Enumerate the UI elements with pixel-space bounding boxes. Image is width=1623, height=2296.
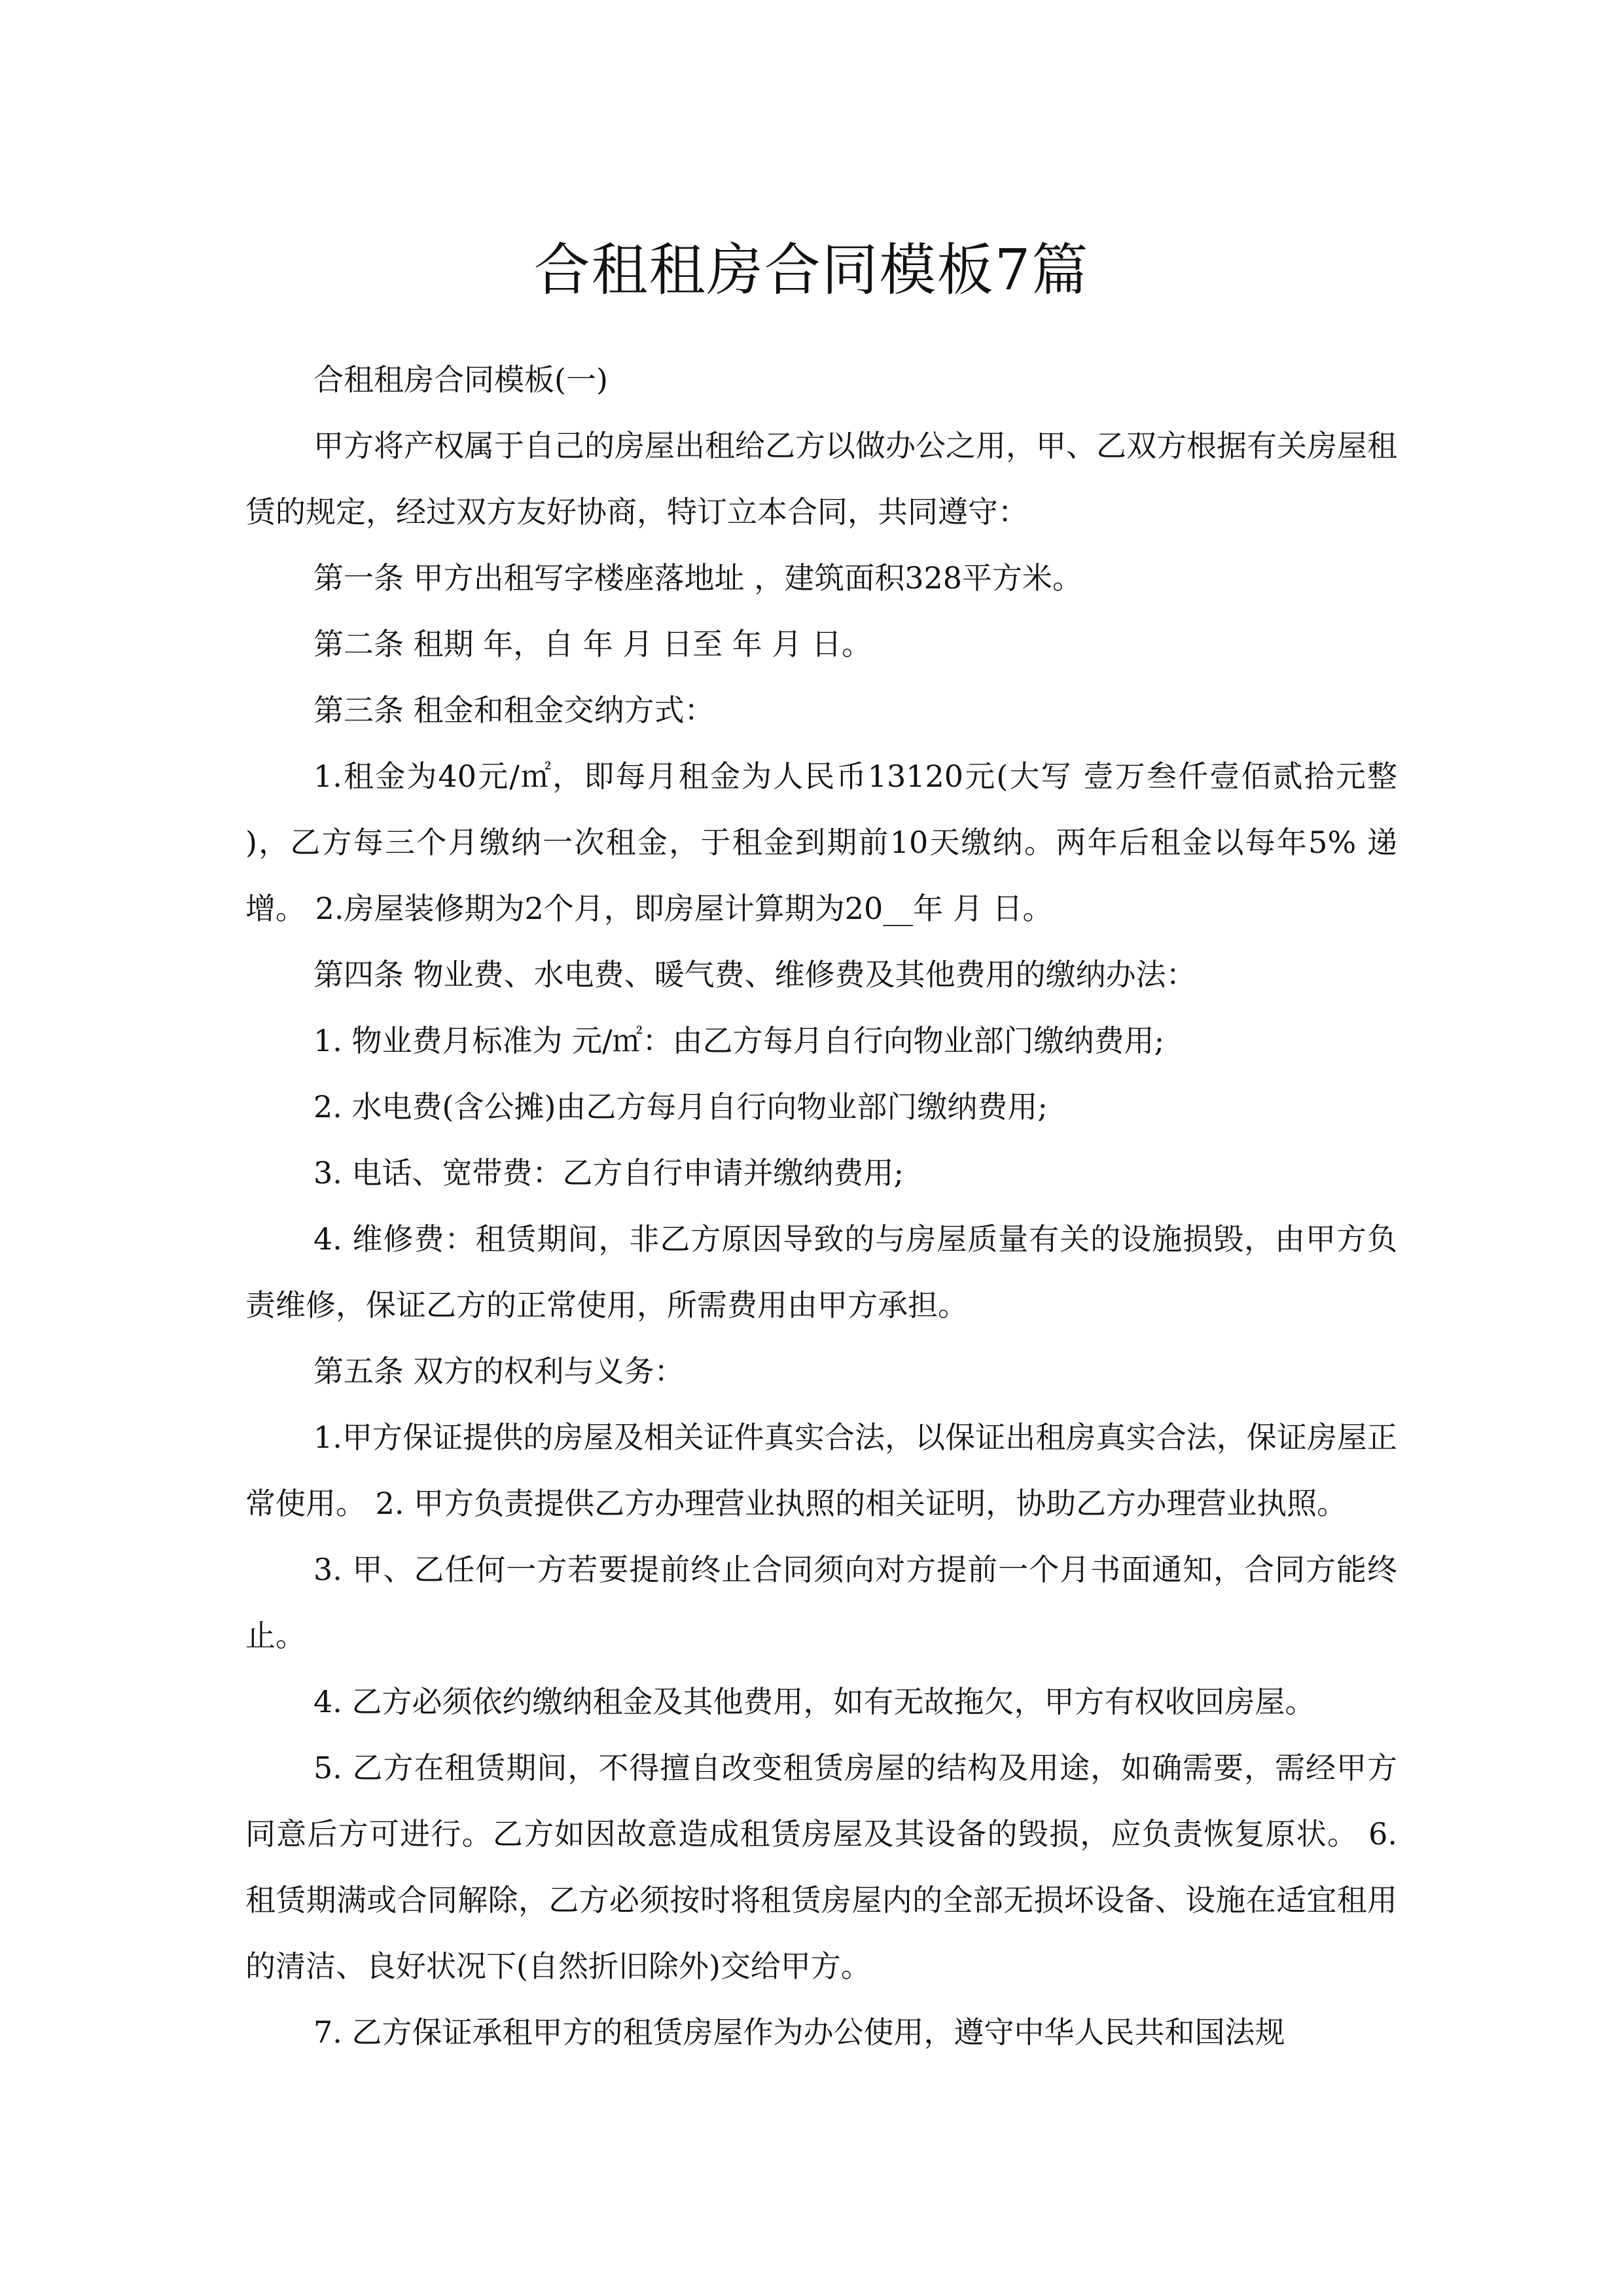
paragraph-article-5-item-1: 1.甲方保证提供的房屋及相关证件真实合法，以保证出租房真实合法，保证房屋正常使用。 2. 甲方负责提供乙方办理营业执照的相关证明，协助乙方办理营业执照。 <box>245 1420 1397 1521</box>
paragraph-article-3: 第三条 租金和租金交纳方式： <box>313 692 715 728</box>
paragraph-article-5-item-3: 3. 甲、乙任何一方若要提前终止合同须向对方提前一个月书面通知，合同方能终止。 <box>245 1552 1397 1653</box>
paragraph-article-1: 第一条 甲方出租写字楼座落地址 ，建筑面积328平方米。 <box>313 560 1083 596</box>
paragraph-article-4-item-1: 1. 物业费月标准为 元/㎡：由乙方每月自行向物业部门缴纳费用; <box>313 1023 1165 1058</box>
paragraph-article-3-item: 1.租金为40元/㎡，即每月租金为人民币13120元(大写 壹万叁仟壹佰贰拾元整 )，乙方每三个月缴纳一次租金，于租金到期前10天缴纳。两年后租金以每年5% 递增。 2.房屋装修期为2个月，即房屋计算期为20__年 月 日。 <box>245 759 1397 926</box>
paragraph-heading: 合租租房合同模板(一) <box>313 362 608 397</box>
paragraph-article-2: 第二条 租期 年，自 年 月 日至 年 月 日。 <box>313 626 872 662</box>
paragraph-article-4-item-2: 2. 水电费(含公摊)由乙方每月自行向物业部门缴纳费用; <box>313 1089 1048 1124</box>
paragraph-article-5-item-4: 4. 乙方必须依约缴纳租金及其他费用，如有无故拖欠，甲方有权收回房屋。 <box>313 1684 1315 1719</box>
document-title: 合租租房合同模板7篇 <box>533 237 1090 303</box>
paragraph-article-4-item-3: 3. 电话、宽带费：乙方自行申请并缴纳费用; <box>313 1155 904 1191</box>
paragraph-article-5-item-5: 5. 乙方在租赁期间，不得擅自改变租赁房屋的结构及用途，如确需要，需经甲方同意后方可进行。乙方如因故意造成租赁房屋及其设备的毁损，应负责恢复原状。 6. 租赁期满或合同解除，乙方必须按时将租赁房屋内的全部无损坏设备、设施在适宜租用的清洁、良好状况下(自然折旧除外)交给甲方。 <box>245 1750 1397 1984</box>
paragraph-article-5-item-7: 7. 乙方保证承租甲方的租赁房屋作为办公使用，遵守中华人民共和国法规 <box>313 2015 1285 2050</box>
paragraph-article-4-item-4: 4. 维修费：租赁期间，非乙方原因导致的与房屋质量有关的设施损毁，由甲方负责维修，保证乙方的正常使用，所需费用由甲方承担。 <box>245 1221 1397 1323</box>
paragraph-preamble: 甲方将产权属于自己的房屋出租给乙方以做办公之用，甲、乙双方根据有关房屋租赁的规定，经过双方友好协商，特订立本合同，共同遵守： <box>245 428 1397 529</box>
paragraph-article-5: 第五条 双方的权利与义务： <box>313 1354 685 1389</box>
paragraph-article-4: 第四条 物业费、水电费、暖气费、维修费及其他费用的缴纳办法： <box>313 957 1196 992</box>
document-body <box>245 347 1397 2066</box>
